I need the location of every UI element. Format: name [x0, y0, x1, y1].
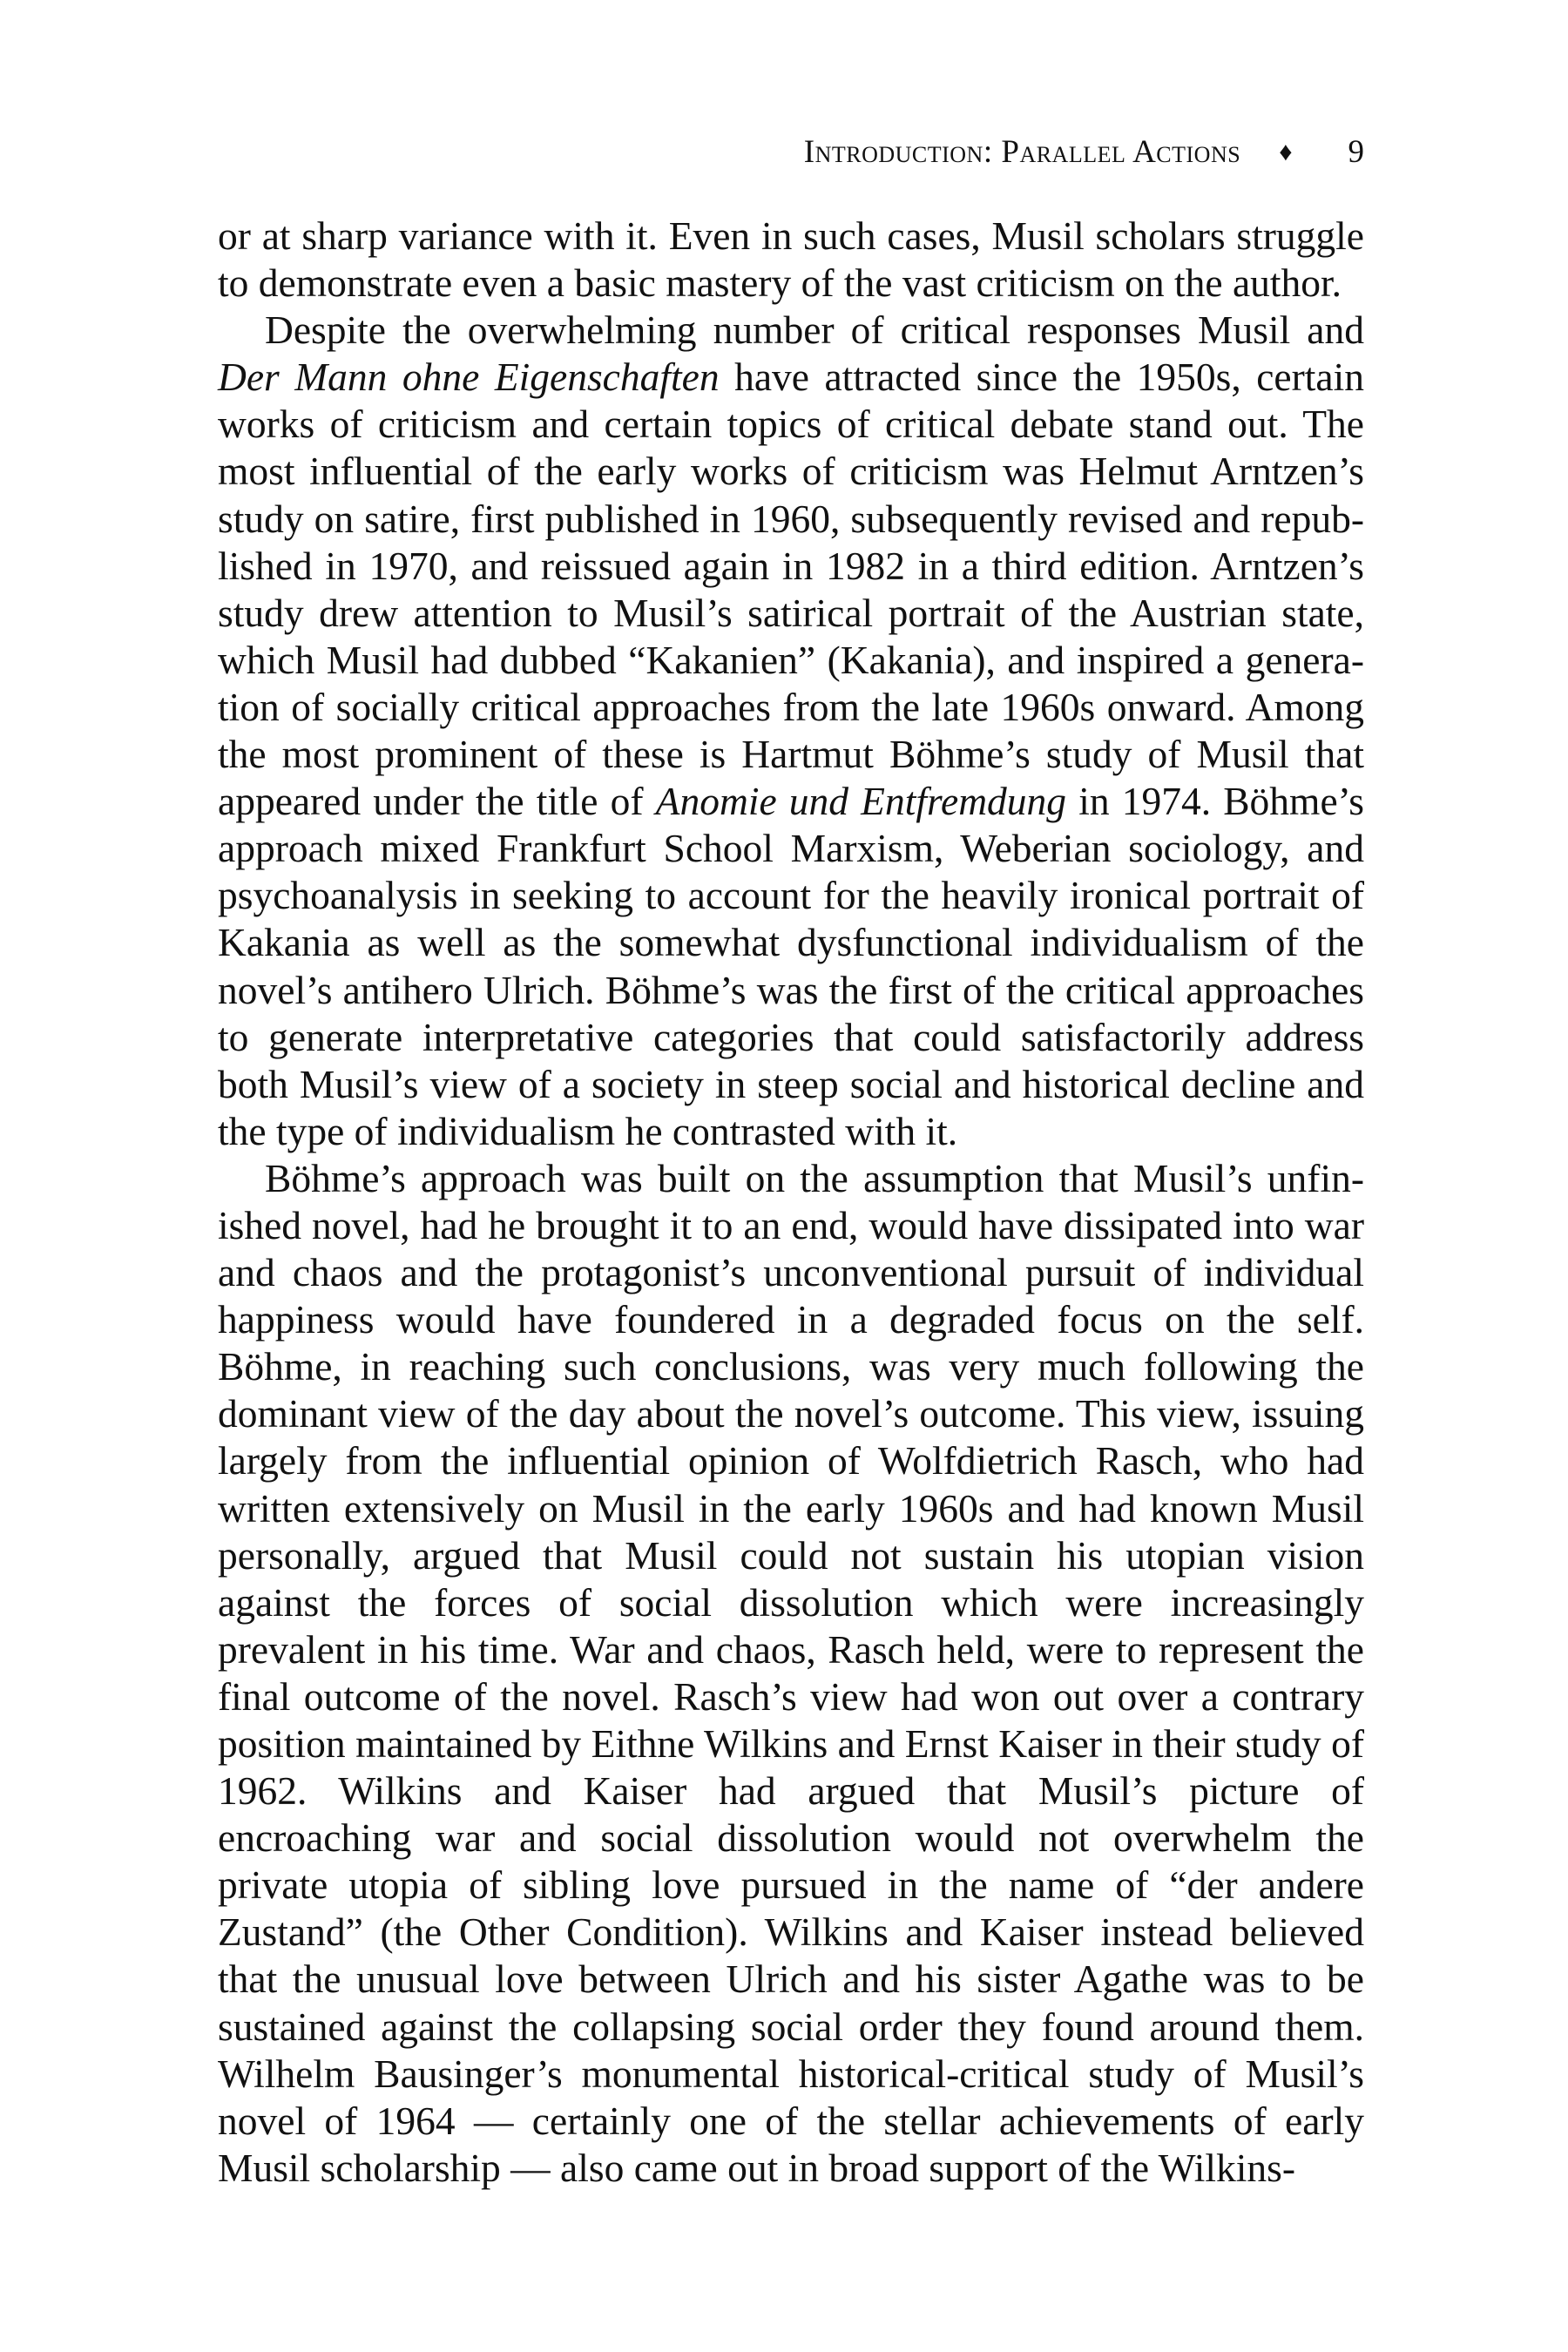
- paragraph-1: or at sharp variance with it. Even in such cases, Musil scholars struggle to demonstrate even a basic mastery of the vast criticism on the author.: [218, 213, 1364, 306]
- body-text: [218, 213, 1364, 2192]
- paragraph-2-text-a: Despite the overwhelming number of critical responses Musil and: [265, 308, 1364, 353]
- running-title: Introduction: Parallel Actions: [803, 134, 1241, 170]
- book-title-anomie-und-entfremdung: Anomie und Entfremdung: [655, 779, 1067, 824]
- paragraph-2-text-b: have attracted since the 1950s, certain works of criticism and certain topics of critical debate stand out. The most influential of the early works of criticism was Helmut Arntzen’s study on satire, first published in 1960, subsequently revised and republished in 1970, and reissued again in 1982 in a third edition. Arntzen’s study drew attention to Musil’s satirical portrait of the Austrian state, which Musil had dubbed “Kakanien” (Kakania), and inspired a generation of socially critical approaches from the late 1960s onward. Among the most prominent of these is Hartmut Böhme’s study of Musil that appeared under the title of: [218, 355, 1364, 824]
- book-title-der-mann-ohne-eigenschaften: Der Mann ohne Eigenschaften: [218, 355, 720, 400]
- running-header: [218, 131, 1364, 176]
- paragraph-3: Böhme’s approach was built on the assumption that Musil’s unfinished novel, had he brought it to an end, would have dissipated into war and chaos and the protagonist’s unconventional pursuit of individual happiness would have foundered in a degraded focus on the self. Böhme, in reaching such conclusions, was very much following the dominant view of the day about the novel’s outcome. This view, issuing largely from the influential opinion of Wolfdietrich Rasch, who had written extensively on Musil in the early 1960s and had known Musil personally, argued that Musil could not sustain his utopian vision against the forces of social dissolution which were increasingly prevalent in his time. War and chaos, Rasch held, were to represent the final outcome of the novel. Rasch’s view had won out over a contrary position maintained by Eithne Wilkins and Ernst Kaiser in their study of 1962. Wilkins and Kaiser had argued that Musil’s picture of encroaching war and social dissolution would not overwhelm the private utopia of sibling love pursued in the name of “der andere Zustand” (the Other Condition). Wilkins and Kaiser instead believed that the unusual love between Ulrich and his sister Agathe was to be sustained against the collapsing social order they found around them. Wilhelm Bausinger’s monumental historical-critical study of Musil’s novel of 1964 — certainly one of the stellar achievements of early Musil scholarship — also came out in broad support of the Wilkins-: [218, 1155, 1364, 2190]
- paragraph-2: [218, 307, 1364, 1155]
- diamond-separator-icon: ♦: [1279, 138, 1293, 166]
- page-number: 9: [1348, 134, 1364, 170]
- paragraph-2-text-c: in 1974. Böhme’s approach mixed Frankfurt School Marxism, Weberian sociology, and psychoanalysis in seeking to account for the heavily ironical portrait of Kakania as well as the somewhat dysfunctional individualism of the novel’s antihero Ulrich. Böhme’s was the first of the critical approaches to generate interpretative categories that could satisfactorily address both Musil’s view of a society in steep social and historical decline and the type of individualism he contrasted with it.: [218, 779, 1364, 1153]
